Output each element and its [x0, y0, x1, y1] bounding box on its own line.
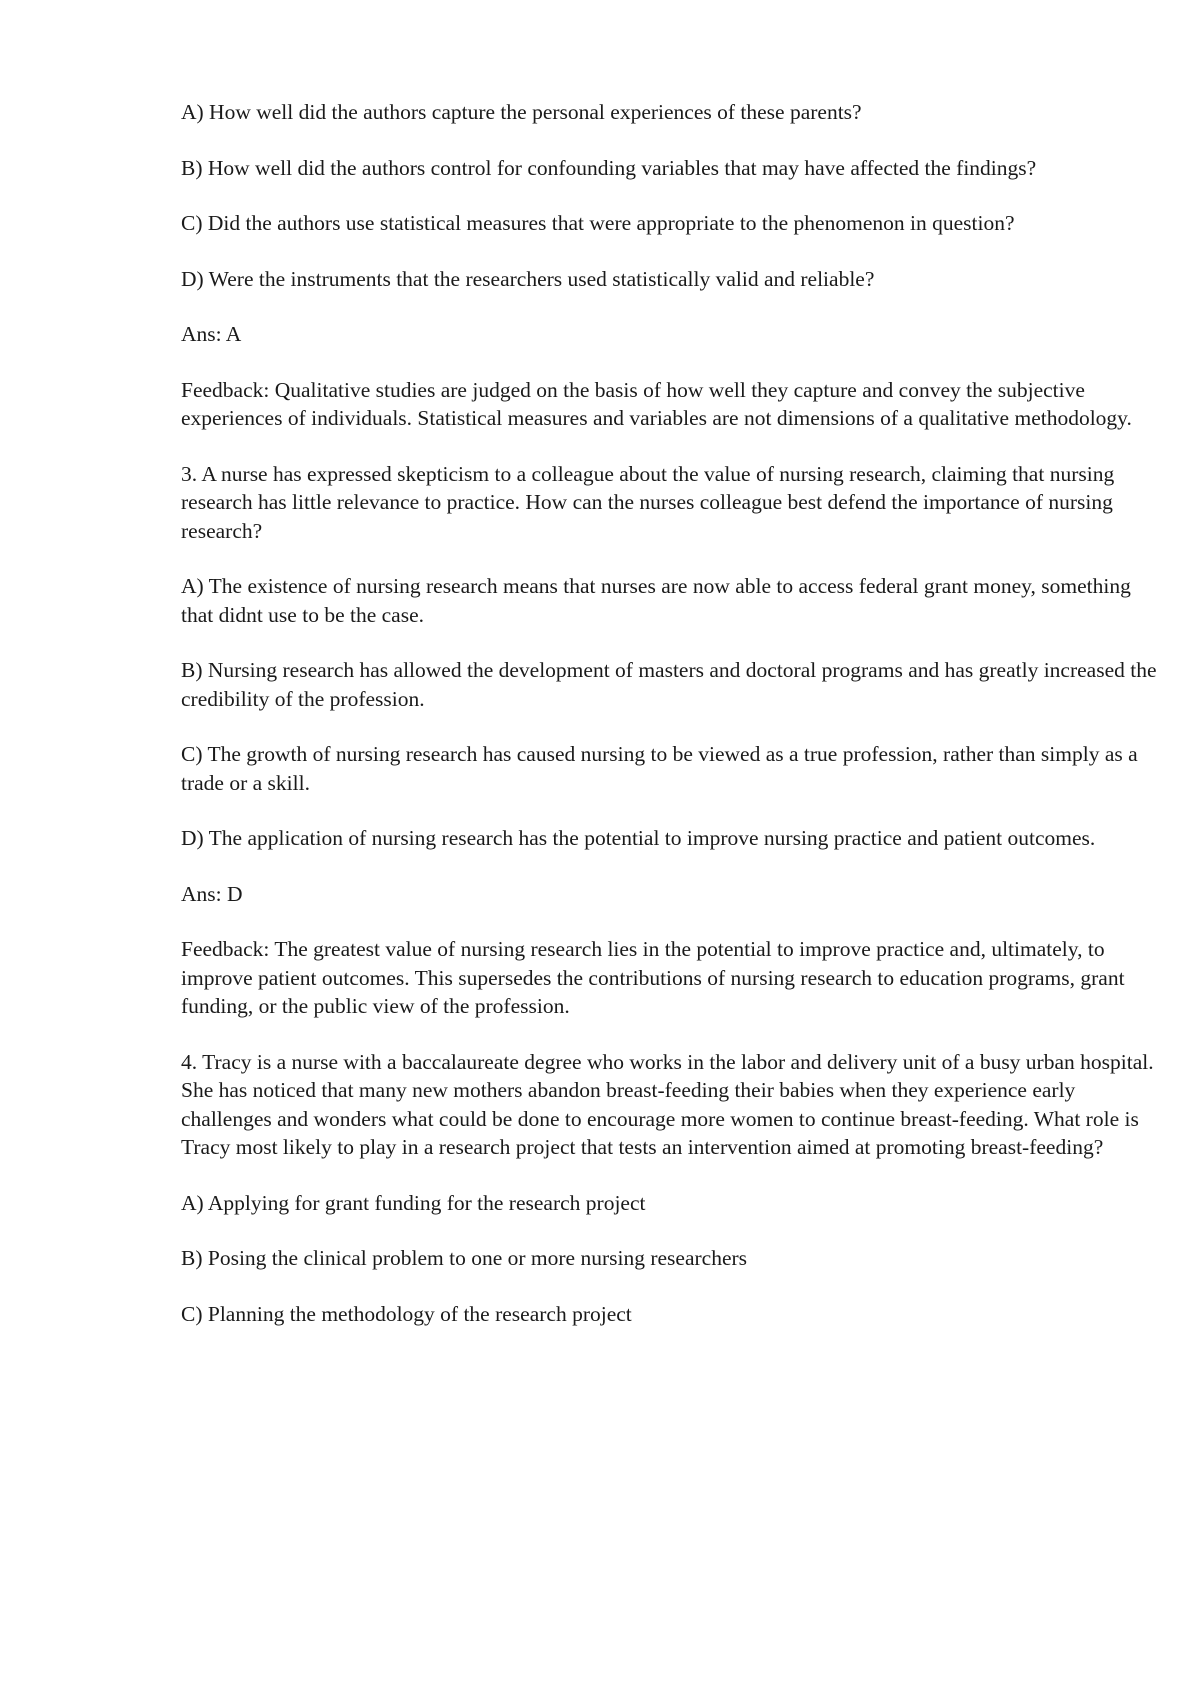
q3-question: 3. A nurse has expressed skepticism to a colleague about the value of nursing research, claiming that nursing research has little relevance to practice. How can the nurses colleague best defend the importance of nursing research? — [181, 461, 1115, 543]
q3-answer: Ans: D — [181, 881, 243, 906]
q2-option-a: A) How well did the authors capture the personal experiences of these parents? — [181, 100, 862, 124]
q3-option-c: C) The growth of nursing research has caused nursing to be viewed as a true profession, rather than simply as a trade or a skill. — [181, 742, 1138, 795]
q4-option-a: A) Applying for grant funding for the research project — [181, 1190, 646, 1215]
q2-option-b: B) How well did the authors control for confounding variables that may have affected the findings? — [181, 155, 1037, 180]
q4-option-b: B) Posing the clinical problem to one or more nursing researchers — [181, 1246, 748, 1270]
document-page — [181, 98, 1161, 1355]
q3-feedback: Feedback: The greatest value of nursing research lies in the potential to improve practice and, ultimately, to improve patient outcomes. This supersedes the contributions of nursing research to education programs, grant funding, or the public view of the profession. — [181, 937, 1125, 1018]
q2-feedback: Feedback: Qualitative studies are judged on the basis of how well they capture and convey the subjective experiences of individuals. Statistical measures and variables are not dimensions of a qualitative methodology. — [181, 377, 1132, 430]
q2-answer: Ans: A — [181, 322, 242, 346]
q4-question: 4. Tracy is a nurse with a baccalaureate degree who works in the labor and delivery unit of a busy urban hospital. She has noticed that many new mothers abandon breast-feeding their babies when they experience early challenges and wonders what could be done to encourage more women to continue breast-feeding. What role is Tracy most likely to play in a research project that tests an intervention aimed at promoting breast-feeding? — [181, 1049, 1154, 1159]
q2-option-c: C) Did the authors use statistical measures that were appropriate to the phenomenon in question? — [181, 211, 1015, 235]
q3-option-b: B) Nursing research has allowed the development of masters and doctoral programs and has greatly increased the credibility of the profession. — [181, 658, 1157, 711]
q2-option-d: D) Were the instruments that the researchers used statistically valid and reliable? — [181, 266, 875, 291]
q4-option-c: C) Planning the methodology of the research project — [181, 1301, 632, 1326]
q3-option-a: A) The existence of nursing research means that nurses are now able to access federal grant money, something that didnt use to be the case. — [181, 574, 1131, 627]
q3-option-d: D) The application of nursing research has the potential to improve nursing practice and patient outcomes. — [181, 826, 1096, 850]
